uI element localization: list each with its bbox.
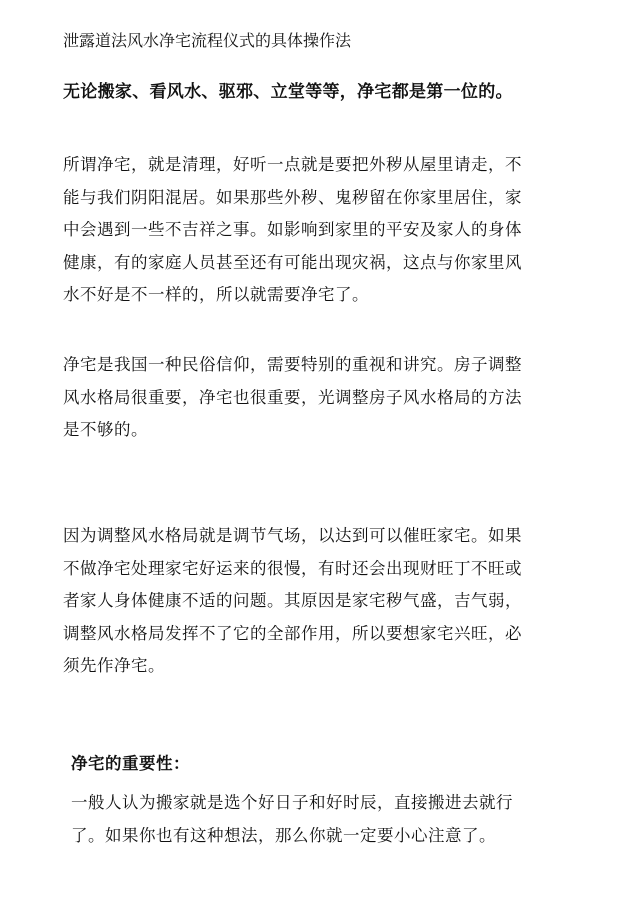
paragraph-line: 是不够的。: [63, 420, 148, 439]
article-title: 泄露道法风水净宅流程仪式的具体操作法: [63, 31, 352, 50]
lead-statement: 无论搬家、看风水、驱邪、立堂等等，净宅都是第一位的。: [63, 82, 513, 102]
paragraph-line: 中会遇到一些不吉祥之事。如影响到家里的平安及家人的身体: [63, 220, 522, 239]
paragraph-definition: [63, 149, 563, 312]
paragraph-line: 所谓净宅，就是清理，好听一点就是要把外秽从屋里请走，不: [63, 155, 522, 174]
paragraph-importance: [71, 787, 571, 852]
paragraph-line: 调整风水格局发挥不了它的全部作用，所以要想家宅兴旺，必: [63, 623, 522, 643]
paragraph-line: 净宅是我国一种民俗信仰，需要特别的重视和讲究。房子调整: [63, 355, 522, 374]
paragraph-line: 能与我们阴阳混居。如果那些外秽、鬼秽留在你家里居住，家: [63, 187, 522, 207]
paragraph-line: 了。如果你也有这种想法，那么你就一定要小心注意了。: [71, 825, 496, 845]
paragraph-line: 健康，有的家庭人员甚至还有可能出现灾祸，这点与你家里风: [63, 252, 522, 272]
paragraph-reason: [63, 520, 563, 683]
paragraph-line: 风水格局很重要，净宅也很重要，光调整房子风水格局的方法: [63, 387, 522, 407]
paragraph-line: 者家人身体健康不适的问题。其原因是家宅秽气盛，吉气弱，: [63, 591, 522, 610]
paragraph-line: 须先作净宅。: [63, 656, 165, 675]
paragraph-line: 水不好是不一样的，所以就需要净宅了。: [63, 285, 369, 304]
paragraph-line: 不做净宅处理家宅好运来的很慢，有时还会出现财旺丁不旺或: [63, 558, 522, 578]
paragraph-folk-belief: [63, 349, 563, 447]
paragraph-line: 因为调整风水格局就是调节气场，以达到可以催旺家宅。如果: [63, 526, 522, 545]
paragraph-line: 一般人认为搬家就是选个好日子和好时辰，直接搬进去就行: [71, 793, 513, 812]
section-heading-importance: 净宅的重要性：: [71, 754, 190, 773]
